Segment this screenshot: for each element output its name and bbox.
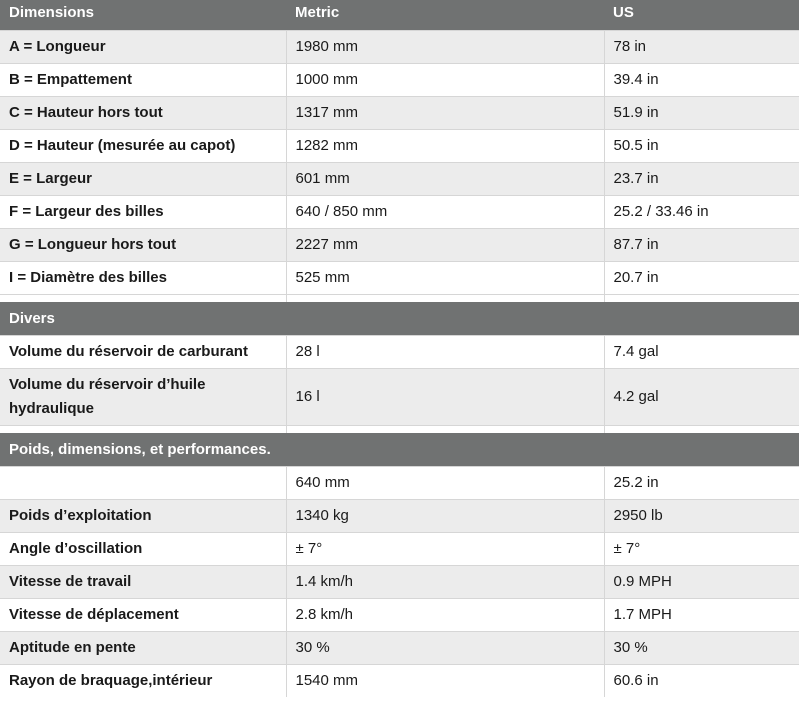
row-metric: ± 7° — [286, 532, 604, 565]
row-us: 51.9 in — [604, 96, 799, 129]
row-metric: 2.8 km/h — [286, 598, 604, 631]
section-spacer — [0, 425, 799, 433]
row-label: I = Diamètre des billes — [0, 261, 286, 294]
row-label: D = Hauteur (mesurée au capot) — [0, 129, 286, 162]
row-label: C = Hauteur hors tout — [0, 96, 286, 129]
section-spacer — [0, 294, 799, 302]
row-us: 50.5 in — [604, 129, 799, 162]
row-us: 0.9 MPH — [604, 565, 799, 598]
row-label: Poids d’exploitation — [0, 499, 286, 532]
row-label: B = Empattement — [0, 63, 286, 96]
row-us: 60.6 in — [604, 664, 799, 697]
row-label: Vitesse de travail — [0, 565, 286, 598]
row-us: ± 7° — [604, 532, 799, 565]
section-header-performance — [0, 433, 799, 466]
header-metric: Metric — [286, 0, 604, 30]
row-us: 25.2 / 33.46 in — [604, 195, 799, 228]
row-label: F = Largeur des billes — [0, 195, 286, 228]
row-us: 23.7 in — [604, 162, 799, 195]
header-dimensions: Dimensions — [0, 0, 286, 30]
row-us: 30 % — [604, 631, 799, 664]
row-label: Rayon de braquage,intérieur — [0, 664, 286, 697]
row-us: 4.2 gal — [604, 368, 799, 425]
row-metric: 525 mm — [286, 261, 604, 294]
row-label: E = Largeur — [0, 162, 286, 195]
row-metric: 640 mm — [286, 466, 604, 499]
table-row — [0, 565, 799, 598]
row-metric: 1317 mm — [286, 96, 604, 129]
row-metric: 1282 mm — [286, 129, 604, 162]
row-label — [0, 466, 286, 499]
row-us: 87.7 in — [604, 228, 799, 261]
table-row — [0, 129, 799, 162]
row-us: 7.4 gal — [604, 335, 799, 368]
row-metric: 16 l — [286, 368, 604, 425]
row-label: Volume du réservoir de carburant — [0, 335, 286, 368]
table-row — [0, 631, 799, 664]
table-row — [0, 335, 799, 368]
table-row — [0, 30, 799, 63]
table-row — [0, 63, 799, 96]
table-row — [0, 162, 799, 195]
row-metric: 30 % — [286, 631, 604, 664]
row-metric: 2227 mm — [286, 228, 604, 261]
section-header-divers — [0, 302, 799, 335]
row-us: 20.7 in — [604, 261, 799, 294]
row-label: Volume du réservoir d’huile hydraulique — [0, 368, 286, 425]
table-row — [0, 195, 799, 228]
table-row — [0, 261, 799, 294]
header-us: US — [604, 0, 799, 30]
row-label: A = Longueur — [0, 30, 286, 63]
row-metric: 640 / 850 mm — [286, 195, 604, 228]
row-label: G = Longueur hors tout — [0, 228, 286, 261]
table-row — [0, 466, 799, 499]
row-metric: 601 mm — [286, 162, 604, 195]
table-row — [0, 598, 799, 631]
table-row — [0, 664, 799, 697]
table-row — [0, 368, 799, 425]
section-title: Poids, dimensions, et performances. — [0, 433, 799, 466]
section-title: Divers — [0, 302, 799, 335]
table-row — [0, 532, 799, 565]
row-label: Angle d’oscillation — [0, 532, 286, 565]
row-label: Vitesse de déplacement — [0, 598, 286, 631]
row-metric: 1340 kg — [286, 499, 604, 532]
table-header-row — [0, 0, 799, 30]
row-metric: 1540 mm — [286, 664, 604, 697]
row-us: 1.7 MPH — [604, 598, 799, 631]
table-row — [0, 499, 799, 532]
row-us: 78 in — [604, 30, 799, 63]
table-row — [0, 96, 799, 129]
row-metric: 1.4 km/h — [286, 565, 604, 598]
row-metric: 1980 mm — [286, 30, 604, 63]
row-us: 25.2 in — [604, 466, 799, 499]
row-metric: 28 l — [286, 335, 604, 368]
table-row — [0, 228, 799, 261]
row-us: 2950 lb — [604, 499, 799, 532]
row-metric: 1000 mm — [286, 63, 604, 96]
row-us: 39.4 in — [604, 63, 799, 96]
row-label: Aptitude en pente — [0, 631, 286, 664]
